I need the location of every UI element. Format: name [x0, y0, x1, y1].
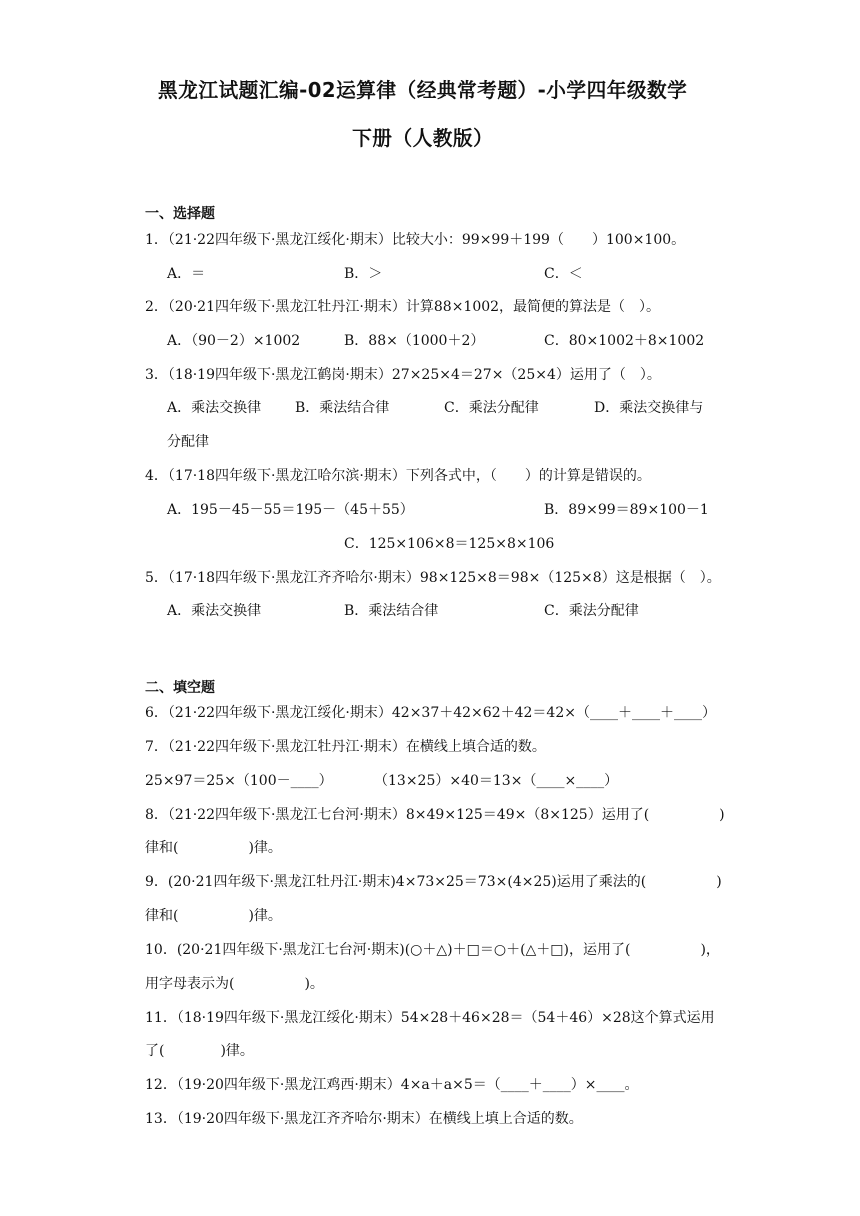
question-5-option-b: B．乘法结合律	[344, 603, 439, 619]
question-9-line1: 9．(20·21四年级下·黑龙江牡丹江·期末)4×73×25＝73×(4×25)运用了乘法的( )	[145, 874, 722, 890]
question-10-line2: 用字母表示为( )。	[145, 976, 324, 992]
question-11-line1: 11．（18·19四年级下·黑龙江绥化·期末）54×28＋46×28＝（54＋46）×28这个算式运用	[145, 1010, 715, 1026]
question-4-option-a: A．195－45－55＝195－（45＋55）	[167, 502, 414, 518]
question-7-stem: 7．（21·22四年级下·黑龙江牡丹江·期末）在横线上填合适的数。	[145, 739, 546, 755]
question-2-option-b: B．88×（1000＋2）	[344, 333, 485, 349]
question-11-line2: 了( )律。	[145, 1043, 254, 1059]
question-8-line2: 律和( )律。	[145, 840, 282, 856]
question-10-line1: 10．(20·21四年级下·黑龙江七台河·期末)(○＋△)＋□＝○＋(△＋□)，运用了( )，	[145, 942, 720, 958]
question-13-stem: 13．（19·20四年级下·黑龙江齐齐哈尔·期末）在横线上填上合适的数。	[145, 1111, 583, 1127]
question-4-option-b: B．89×99＝89×100－1	[544, 502, 709, 518]
question-3-option-b: B．乘法结合律	[295, 400, 390, 416]
question-3-option-d-continued: 分配律	[167, 434, 209, 450]
question-2-option-a: A．（90－2）×1002	[167, 333, 301, 349]
question-9-line2: 律和( )律。	[145, 908, 282, 924]
question-1-option-b: B．＞	[344, 266, 383, 282]
question-5-stem: 5．（17·18四年级下·黑龙江齐齐哈尔·期末）98×125×8＝98×（125×8）这是根据（ ）。	[145, 570, 721, 586]
question-4-stem: 4．（17·18四年级下·黑龙江哈尔滨·期末）下列各式中，（ ）的计算是错误的。	[145, 468, 651, 484]
question-2-stem: 2．（20·21四年级下·黑龙江牡丹江·期末）计算88×1002，最简便的算法是（ ）。	[145, 299, 661, 315]
question-3-option-d: D．乘法交换律与	[594, 400, 704, 416]
question-12: 12．（19·20四年级下·黑龙江鸡西·期末）4×a＋a×5＝（____＋____）×____。	[145, 1077, 639, 1093]
question-2-option-c: C．80×1002＋8×1002	[544, 333, 705, 349]
question-5-option-c: C．乘法分配律	[544, 603, 639, 619]
question-1-option-c: C．＜	[544, 266, 583, 282]
question-1-option-a: A．＝	[167, 266, 206, 282]
question-8-line1: 8．（21·22四年级下·黑龙江七台河·期末）8×49×125＝49×（8×125）运用了( )	[145, 807, 725, 823]
section-heading-choice: 一、选择题	[145, 206, 215, 222]
question-3-stem: 3．（18·19四年级下·黑龙江鹤岗·期末）27×25×4＝27×（25×4）运用了（ ）。	[145, 367, 661, 383]
question-1-stem: 1．（21·22四年级下·黑龙江绥化·期末）比较大小：99×99＋199（ ）100×100。	[145, 232, 686, 248]
question-3-option-a: A．乘法交换律	[167, 400, 262, 416]
document-title-line1: 黑龙江试题汇编-02运算律（经典常考题）-小学四年级数学	[158, 78, 688, 102]
section-heading-fill: 二、填空题	[145, 680, 215, 696]
question-7-right-expression: （13×25）×40＝13×（____×____）	[374, 773, 619, 789]
document-title-line2: 下册（人教版）	[352, 126, 494, 150]
question-3-option-c: C．乘法分配律	[444, 400, 539, 416]
question-6: 6．（21·22四年级下·黑龙江绥化·期末）42×37＋42×62＋42＝42×（____＋____＋____）	[145, 705, 716, 721]
question-7-left-expression: 25×97＝25×（100－____）	[145, 773, 333, 789]
question-5-option-a: A．乘法交换律	[167, 603, 262, 619]
question-4-option-c: C．125×106×8＝125×8×106	[344, 536, 555, 552]
